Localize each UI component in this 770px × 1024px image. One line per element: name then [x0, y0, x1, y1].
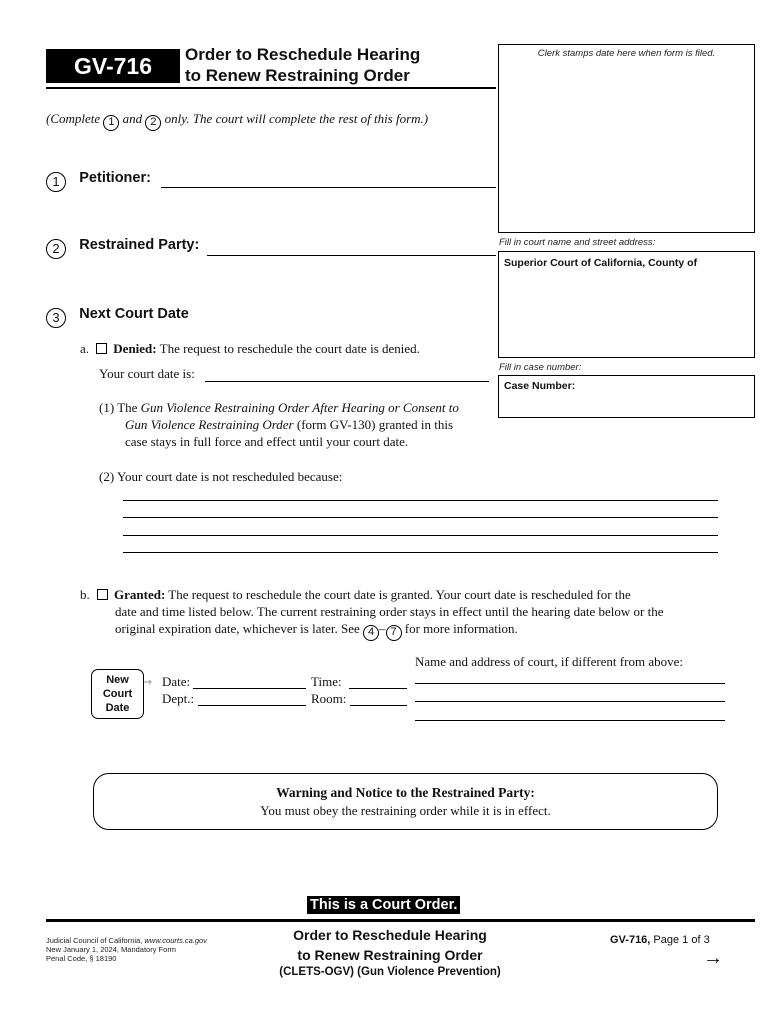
court-name-label: Fill in court name and street address: [499, 237, 656, 248]
new-court-date-badge [91, 669, 144, 719]
p1-italic2: Gun Violence Restraining Order [125, 417, 294, 432]
dept-field[interactable] [198, 705, 306, 706]
reason-line-4[interactable] [123, 552, 718, 553]
clerk-stamp-box [498, 44, 755, 233]
form-title-line2: to Renew Restraining Order [185, 66, 410, 85]
court-name-box[interactable] [498, 251, 755, 358]
item-ref-1: 1 [103, 115, 119, 131]
instructions-suffix: only. The court will complete the rest of this form.) [164, 111, 429, 126]
date-field[interactable] [193, 688, 306, 689]
case-number-value: Case Number: [504, 380, 576, 392]
form-title [185, 44, 420, 86]
petitioner-label: Petitioner: [79, 170, 151, 186]
case-number-box[interactable] [498, 375, 755, 418]
p2-num: (2) [99, 469, 115, 484]
court-address-line-2[interactable] [415, 701, 725, 702]
reason-line-2[interactable] [123, 517, 718, 518]
p1-line3: case stays in full force and effect until your court date. [125, 434, 409, 449]
footer-url: www.courts.ca.gov [144, 936, 207, 945]
reason-line-3[interactable] [123, 535, 718, 536]
ref-dash: – [379, 621, 386, 636]
form-title-line1: Order to Reschedule Hearing [185, 45, 421, 64]
badge-line-new: New [106, 674, 129, 686]
item-ref-7: 7 [386, 625, 402, 641]
granted-checkbox[interactable] [97, 589, 108, 600]
denied-paragraph-2 [99, 468, 342, 485]
case-number-label: Fill in case number: [499, 362, 582, 373]
instructions-and: and [122, 111, 143, 126]
granted-heading: Granted: [114, 587, 166, 602]
p2-text: Your court date is not rescheduled because: [116, 469, 343, 484]
item-ref-2: 2 [145, 115, 161, 131]
item-number-2: 2 [46, 239, 66, 259]
petitioner-field[interactable] [161, 187, 496, 188]
footer-revised: New January 1, 2024, Mandatory Form [46, 945, 177, 954]
item-number-3: 3 [46, 308, 66, 328]
warning-title: Warning and Notice to the Restrained Party: [276, 785, 535, 800]
item-2 [46, 237, 199, 259]
court-name-value: Superior Court of California, County of [504, 257, 698, 269]
court-date-label: Your court date is: [99, 366, 195, 381]
option-a-letter: a. [80, 341, 90, 356]
room-label: Room: [311, 691, 347, 706]
denied-option [80, 340, 420, 357]
court-address-label: Name and address of court, if different from above: [415, 654, 683, 669]
granted-line3-prefix: original expiration date, whichever is later. See [115, 621, 360, 636]
p1-the: The [117, 400, 138, 415]
restrained-party-label: Restrained Party: [79, 237, 200, 253]
arrow-icon [143, 674, 153, 682]
header-rule [46, 87, 496, 89]
granted-line3-suffix: for more information. [404, 621, 518, 636]
footer-rule [46, 919, 755, 922]
item-3 [46, 306, 189, 328]
granted-option [80, 586, 730, 641]
denied-heading: Denied: [113, 341, 157, 356]
restrained-party-field[interactable] [207, 255, 496, 256]
footer-title [240, 925, 540, 980]
reason-line-1[interactable] [123, 500, 718, 501]
court-address-line-1[interactable] [415, 683, 725, 684]
badge-line-court: Court [102, 688, 133, 700]
dept-label: Dept.: [162, 691, 195, 706]
p1-italic1: Gun Violence Restraining Order After Hearing or Consent to [140, 400, 459, 415]
footer-title-line2: to Renew Restraining Order [297, 947, 483, 963]
footer-code: Penal Code, § 18190 [46, 954, 117, 963]
denied-text: The request to reschedule the court date is denied. [159, 341, 420, 356]
next-page-arrow-icon[interactable]: → [703, 947, 723, 969]
next-court-date-heading: Next Court Date [79, 306, 189, 322]
p1-rest2: (form GV-130) granted in this [296, 417, 454, 432]
badge-line-date: Date [105, 702, 130, 714]
footer-page-number: Page 1 of 3 [653, 934, 710, 946]
option-b-letter: b. [80, 587, 90, 602]
granted-line2: date and time listed below. The current restraining order stays in effect until the hearing date below or the [115, 604, 664, 619]
date-label: Date: [162, 674, 191, 689]
footer-subtitle: (CLETS-OGV) (Gun Violence Prevention) [279, 966, 501, 978]
court-address-line-3[interactable] [415, 720, 725, 721]
instructions [46, 111, 428, 131]
time-field[interactable] [349, 688, 407, 689]
denied-paragraph-1 [99, 399, 499, 450]
court-order-banner: This is a Court Order. [307, 896, 460, 914]
instructions-prefix: (Complete [46, 111, 101, 126]
room-field[interactable] [350, 705, 407, 706]
item-ref-4: 4 [363, 625, 379, 641]
granted-line1: The request to reschedule the court date is granted. Your court date is rescheduled for the [168, 587, 631, 602]
footer-council: Judicial Council of California, [46, 936, 143, 945]
warning-box [93, 773, 718, 830]
footer-title-line1: Order to Reschedule Hearing [293, 927, 487, 943]
time-label: Time: [311, 674, 342, 689]
item-1 [46, 170, 151, 192]
warning-text: You must obey the restraining order while it is in effect. [260, 803, 551, 818]
footer-left [46, 936, 207, 963]
item-number-1: 1 [46, 172, 66, 192]
form-id-badge: GV-716 [46, 49, 180, 83]
court-date-field[interactable] [205, 381, 489, 382]
denied-checkbox[interactable] [96, 343, 107, 354]
footer-form-id: GV-716, [610, 934, 651, 946]
clerk-stamp-label: Clerk stamps date here when form is filed. [537, 48, 716, 59]
footer-page [610, 934, 710, 946]
p1-num: (1) [99, 400, 115, 415]
